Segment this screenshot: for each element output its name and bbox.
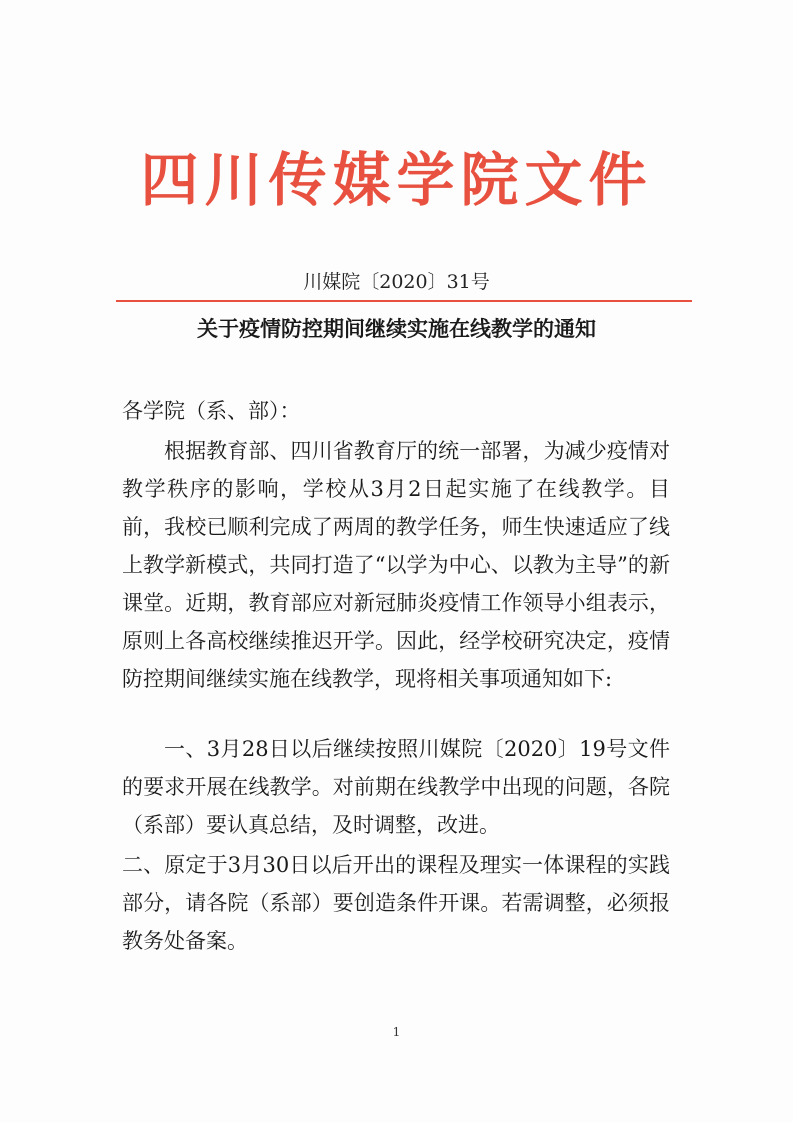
document-number: 川媒院〔2020〕31号 bbox=[303, 271, 490, 293]
paragraph-intro: 根据教育部、四川省教育厅的统一部署，为减少疫情对教学秩序的影响，学校从3月2日起实施了在线教学。目前，我校已顺利完成了两周的教学任务，师生快速适应了线上教学新模式，共同打造了“以学为中心、以教为主导”的新课堂。近期，教育部应对新冠肺炎疫情工作领导小组表示，原则上各高校继续推迟开学。因此，经学校研究决定，疫情防控期间继续实施在线教学，现将相关事项通知如下: bbox=[122, 439, 670, 691]
document-masthead: 四川传媒学院文件 bbox=[140, 146, 653, 214]
paragraph-item-one: 一、3月28日以后继续按照川媒院〔2020〕19号文件的要求开展在线教学。对前期在线教学中出现的问题，各院（系部）要认真总结，及时调整，改进。 bbox=[122, 737, 670, 837]
document-title: 关于疫情防控期间继续实施在线教学的通知 bbox=[197, 316, 596, 341]
paragraph-item-two: 二、原定于3月30日以后开出的课程及理实一体课程的实践部分，请各院（系部）要创造条件开课。若需调整，必须报教务处备案。 bbox=[122, 853, 670, 953]
page-number: 1 bbox=[392, 1025, 401, 1039]
salutation: 各学院（系、部）： bbox=[122, 399, 301, 423]
red-divider-line bbox=[116, 300, 692, 302]
